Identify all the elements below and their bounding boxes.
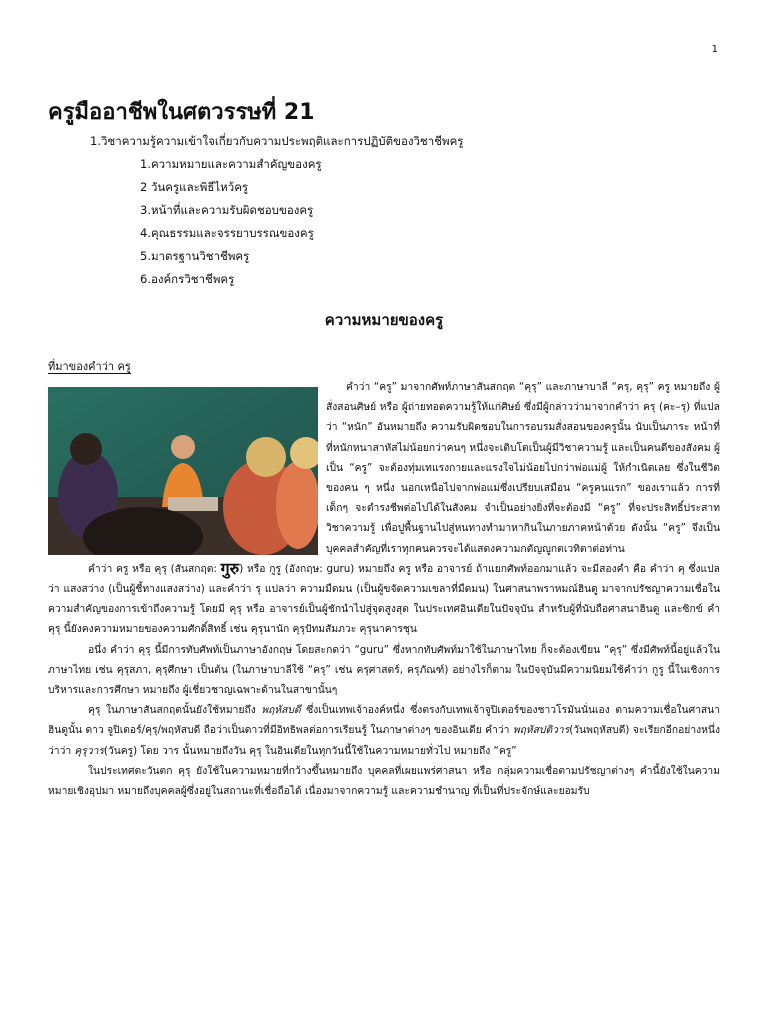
toc-heading: 1.วิชาความรู้ความเข้าใจเกี่ยวกับความประพฤติและการปฏิบัติของวิชาชีพครู bbox=[90, 134, 464, 148]
toc-item: 4.คุณธรรมและจรรยาบรรณของครู bbox=[140, 226, 314, 240]
classroom-illustration bbox=[48, 387, 318, 555]
paragraph-jupiter: คุรุ ในภาษาสันสกฤตนั้นยังใช้หมายถึง พฤหัสบดี ซึ่งเป็นเทพเจ้าองค์หนึ่ง ซึ่งตรงกับเทพเจ้าจูปิเตอร์ของชาวโรมันนั่นเอง ตามความเชื่อในศาสนาฮินดูนั้น ดาว จูปิเตอร์/คุรุ/พฤหัสบดี ถือว่าเป็นดาวที่มีอิทธิพลต่อการเรียนรู้ ในภาษาต่างๆ ของอินเดีย คำว่า พฤหัสปติวาร(วันพฤหัสบดี) จะเรียกอีกอย่างหนึ่งว่าว่า คุรุวาร(วันครู) โดย วาร นั้นหมายถึงวัน คุรุ ในอินเดียในทุกวันนี้ใช้ในความหมายทั่วไป หมายถึง “ครู” bbox=[48, 704, 720, 757]
document-title: ครูมืออาชีพในศตวรรษที่ 21 bbox=[48, 100, 315, 125]
toc-item: 6.องค์กรวิชาชีพครู bbox=[140, 272, 235, 286]
table-of-contents bbox=[90, 130, 463, 291]
sanskrit-guru-word: गुरु bbox=[220, 558, 240, 578]
page-number: 1 bbox=[711, 44, 718, 55]
toc-item: 5.มาตรฐานวิชาชีพครู bbox=[140, 249, 250, 263]
toc-list bbox=[90, 153, 463, 291]
toc-item: 1.ความหมายและความสำคัญของครู bbox=[140, 157, 322, 171]
section-title: ความหมายของครู bbox=[324, 311, 444, 329]
subheading-text: ที่มาของคำว่า ครู bbox=[48, 360, 131, 373]
toc-item: 2 วันครูและพิธีไหว้ครู bbox=[140, 180, 249, 194]
paragraph-guru-meaning: คำว่า ครู หรือ คุรุ (สันสกฤต: गुरु) หรือ กูรู (อังกฤษ: guru) หมายถึง ครู หรือ อาจารย์ ถ้าแยกศัพท์ออกมาแล้ว จะมีสองคำ คือ คำว่า คุ ซึ่งแปลว่า แสงสว่าง (เป็นผู้ชี้ทางแสงสว่าง) และคำว่า รุ แปลว่า ความมืดมน (เป็นผู้ขจัดความเขลาที่มืดมน) ในศาสนาพราหมณ์ฮินดู มาจากปรัชญาความเชื่อในความสำคัญของการเข้าถึงความรู้ โดยมี คุรุ หรือ อาจารย์เป็นผู้ชักนำไปสู่จุดสูงสุด ในประเทศอินเดียในปัจจุบัน สำหรับผู้ที่นับถือศาสนาฮินดู และซิกข์ คำ คุรุ นี้ยังคงความหมายของความศักดิ์สิทธิ์ เช่น คุรุนานัก คุรุปัทมสัมภวะ คุรุนาคารชุน bbox=[48, 558, 720, 636]
toc-item: 3.หน้าที่และความรับผิดชอบของครู bbox=[140, 203, 314, 217]
paragraph-text: คำว่า “ครู” มาจากศัพท์ภาษาสันสกฤต “คุรุ” และภาษาบาลี “ครุ, คุรุ” ครู หมายถึง ผู้สั่งสอนศิษย์ หรือ ผู้ถ่ายทอดความรู้ให้แก่ศิษย์ ซึ่งมีผู้กล่าวว่ามาจากคำว่า ครุ (คะ–รุ) ที่แปลว่า “หนัก” อันหมายถึง ความรับผิดชอบในการอบรมสั่งสอนของครูนั้น นับเป็นภาระ หน้าที่ที่หนักหนาสาหัสไม่น้อยกว่าคนๆ หนึ่งจะเติบโตเป็นผู้มีวิชาความรู้ และเป็นคนดีของสังคม ผู้เป็น “ครู” จะต้องทุ่มเทแรงกายและแรงใจไม่น้อยไปกว่าพ่อแม่ผู้ ให้กำเนิดเลย ซึ่งในชีวิตของคน ๆ หนึ่ง นอกเหนือไปจากพ่อแม่ซึ่งเปรียบเสมือน “ครูคนแรก” ของเราแล้ว การที่เด็กๆ จะดำรงชีพต่อไปได้ในสังคม จำเป็นอย่างยิ่งที่จะต้องมี “ครู” ที่จะประสิทธิ์ประสาทวิชาความรู้ เพื่อปูพื้นฐานไปสู่หนทางทำมาหากินในภายภาคหน้าด้วย ดังนั้น “ครู” จึงเป็นบุคคลสำคัญที่เราทุกคนควรจะได้แสดงความกตัญญูกตเวทิตาต่อท่าน bbox=[326, 381, 720, 555]
paragraph-english-guru: อนึ่ง คำว่า คุรุ นี้มีการทับศัพท์เป็นภาษาอังกฤษ โดยสะกดว่า “guru” ซึ่งหากทับศัพท์มาใช้ในภาษาไทย ก็จะต้องเขียน “คุรุ” ซึ่งมีศัพท์นี้อยู่แล้วในภาษาไทย เช่น คุรุสภา, คุรุศึกษา เป็นต้น (ในภาษาบาลีใช้ “ครุ” เช่น ครุศาสตร์, ครุภัณฑ์) อย่างไรก็ตาม ในปัจจุบันมีความนิยมใช้คำว่า กูรู นี้ในเชิงการบริหารและการศึกษา หมายถึง ผู้เชี่ยวชาญเฉพาะด้านในสาขานั้นๆ bbox=[48, 643, 720, 697]
paragraph-western: ในประเทศตะวันตก คุรุ ยังใช้ในความหมายที่กว้างขึ้นหมายถึง บุคคลที่เผยแพร่ศาสนา หรือ กลุ่มความเชื่อตามปรัชญาต่างๆ คำนี้ยังใช้ในความหมายเชิงอุปมา หมายถึงบุคคลผู้ซึ่งอยู่ในสถานะที่เชื่อถือได้ เนื่องมาจากความรู้ และความชำนาญ ที่เป็นที่ประจักษ์และยอมรับ bbox=[48, 764, 720, 798]
classroom-photo bbox=[48, 387, 318, 555]
subheading bbox=[48, 357, 131, 375]
